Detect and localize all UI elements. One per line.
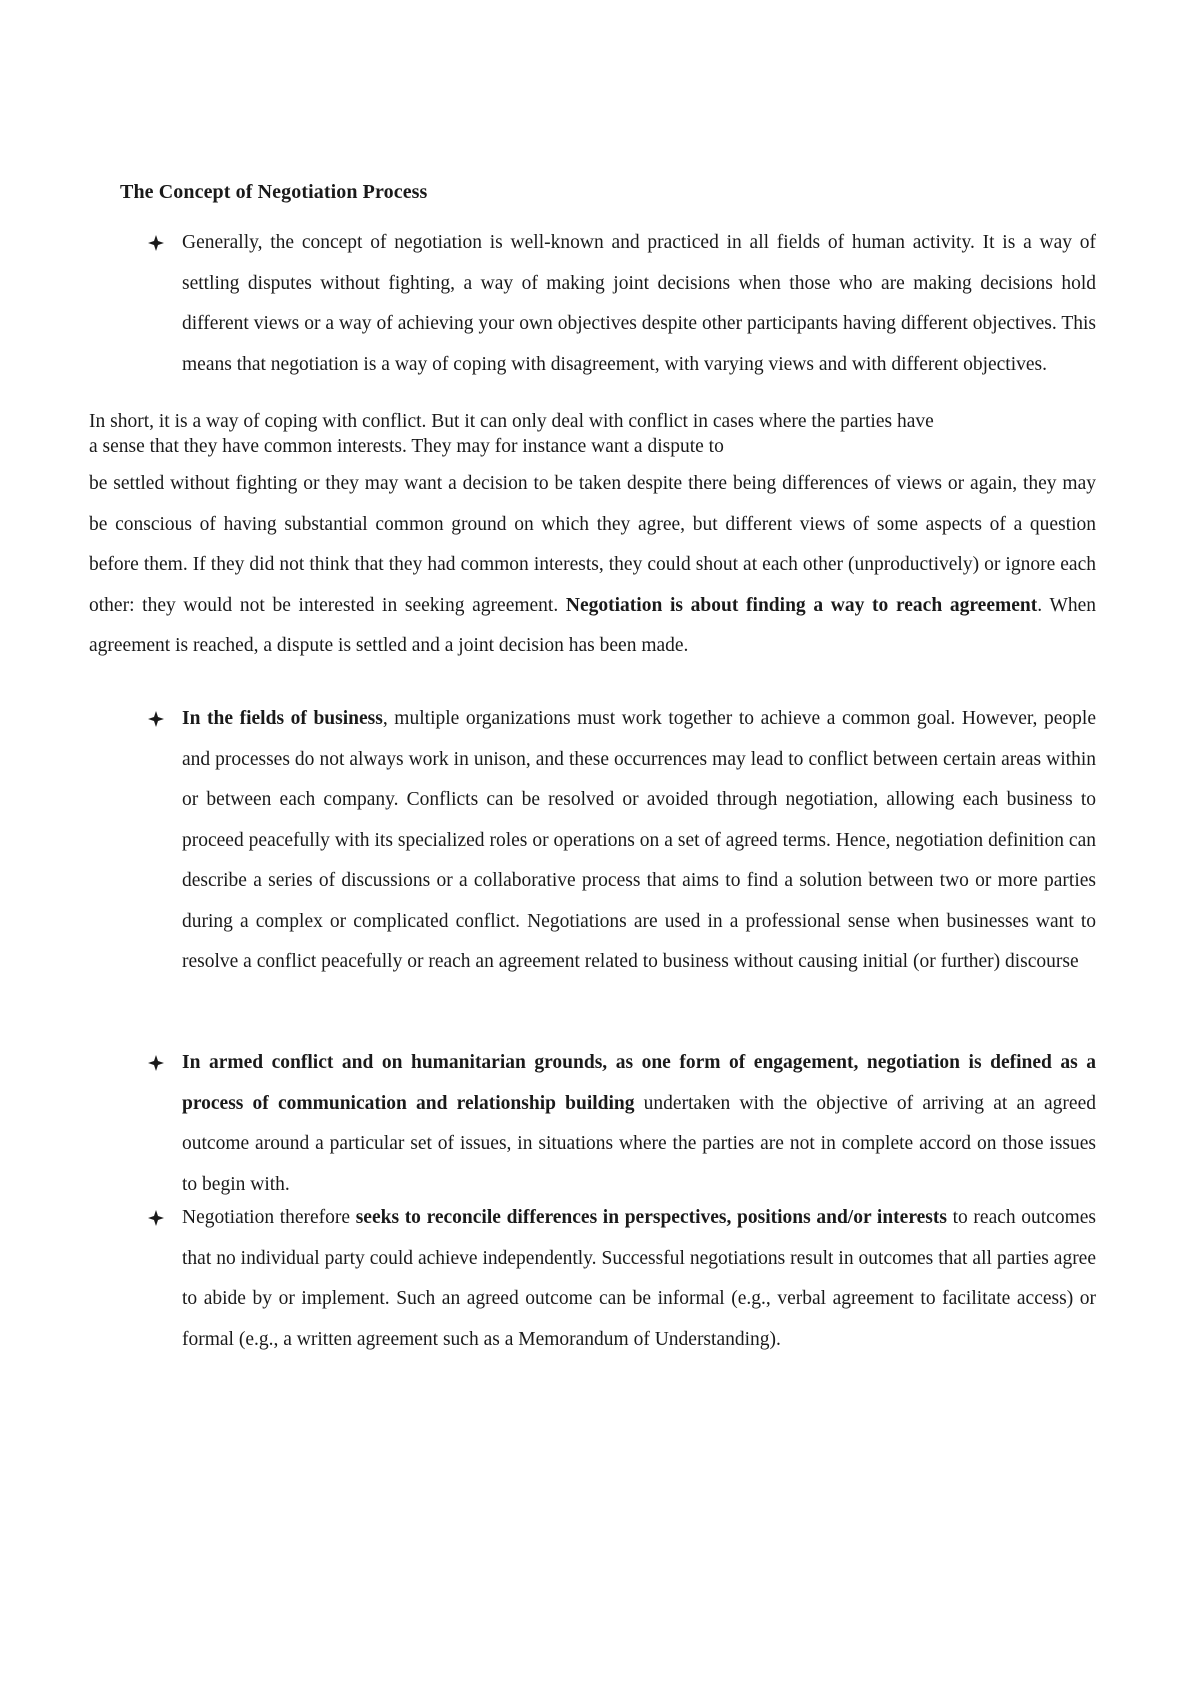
- bullet-text: to reach outcomes that no individual party could achieve independently. Successful negotiations result in outcomes that all parties agree to abide by or implement. Such an agreed outcome can be informal (e.g., verbal agreement to facilitate access) or formal (e.g., a written agreement such as a Memorandum of Understanding).: [182, 1207, 1096, 1350]
- page-title: The Concept of Negotiation Process: [120, 181, 428, 203]
- bullet-text: undertaken with the objective of arriving at an agreed outcome around a particular set of issues, in situations where the parties are not in complete accord on those issues to begin with.: [182, 1092, 1096, 1195]
- bullet-text: Negotiation therefore: [182, 1207, 356, 1228]
- bullet-list-1: [146, 223, 1096, 385]
- diamond-bullet-icon: [146, 699, 170, 739]
- list-item: [146, 223, 1096, 385]
- bullet-list-2: [146, 699, 1096, 983]
- paragraph-text: . When agreement is reached, a dispute is settled and a joint decision has been made.: [89, 594, 1097, 657]
- list-item: [146, 1043, 1096, 1205]
- bullet-bold-text: In the fields of business: [182, 708, 383, 729]
- paragraph-short: [89, 409, 1096, 459]
- paragraph-bold-text: Negotiation is about finding a way to reach agreement: [565, 594, 1038, 616]
- bullet-text: Generally, the concept of negotiation is well-known and practiced in all fields of human activity. It is a way of settling disputes without fighting, a way of making joint decisions when those who are making decisions hold different views or a way of achieving your own objectives despite other participants having different objectives. This means that negotiation is a way of coping with disagreement, with varying views and with different objectives.: [182, 232, 1096, 375]
- list-item: [146, 1198, 1096, 1360]
- diamond-bullet-icon: [146, 1043, 170, 1083]
- bullet-list-4: [146, 1198, 1096, 1360]
- bullet-text: , multiple organizations must work together to achieve a common goal. However, people and processes do not always work in unison, and these occurrences may lead to conflict between certain areas within or between each company. Conflicts can be resolved or avoided through negotiation, allowing each business to proceed peacefully with its specialized roles or operations on a set of agreed terms. Hence, negotiation definition can describe a series of discussions or a collaborative process that aims to find a solution between two or more parties during a complex or complicated conflict. Negotiations are used in a professional sense when businesses want to resolve a conflict peacefully or reach an agreement related to business without causing initial (or further) discourse: [182, 708, 1097, 972]
- paragraph-line: a sense that they have common interests. They may for instance want a dispute to: [89, 436, 724, 457]
- diamond-bullet-icon: [146, 223, 170, 263]
- paragraph-text: be settled without fighting or they may want a decision to be taken despite there being differences of views or again, they may be conscious of having substantial common ground on which they agree, but different views of some aspects of a question before them. If they did not think that they had common interests, they could shout at each other (unproductively) or ignore each other: they would not be interested in seeking agreement.: [89, 473, 1096, 616]
- bullet-bold-text: In armed conflict and on humanitarian grounds, as one form of engagement, negotiation is defined as a process of communication and relationship building: [182, 1052, 1096, 1114]
- paragraph-body: [89, 464, 1096, 667]
- diamond-bullet-icon: [146, 1198, 170, 1238]
- bullet-list-3: [146, 1043, 1096, 1205]
- list-item: [146, 699, 1096, 983]
- bullet-bold-text: seeks to reconcile differences in perspectives, positions and/or interests: [355, 1207, 947, 1228]
- paragraph-line: In short, it is a way of coping with conflict. But it can only deal with conflict in cases where the parties have: [89, 411, 934, 432]
